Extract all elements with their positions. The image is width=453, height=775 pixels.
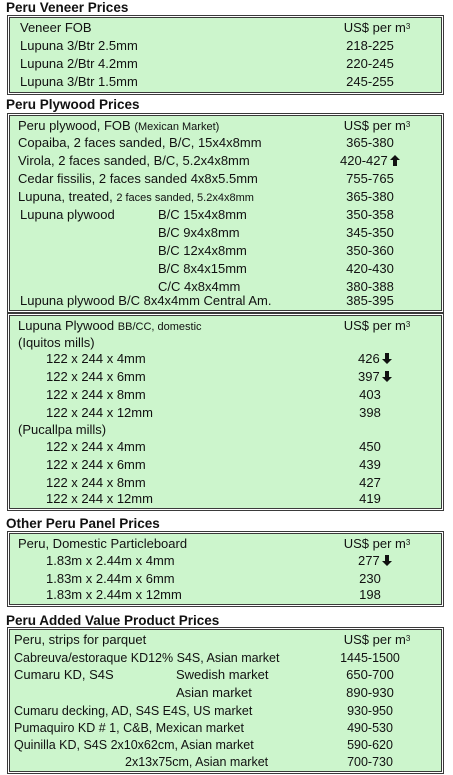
plywood-header-label: Peru plywood, FOB (Mexican Market) <box>18 118 220 133</box>
panel-price-table <box>9 533 442 605</box>
row-value: 450 <box>359 439 381 454</box>
arrow-down-icon <box>382 371 392 382</box>
row-label: Copaiba, 2 faces sanded, B/C, 15x4x8mm <box>18 135 262 150</box>
arrow-up-icon <box>390 155 400 166</box>
row-value: 198 <box>359 587 381 602</box>
row-spec: C/C 4x8x4mm <box>158 279 241 294</box>
row-value-with-arrow: 426 <box>358 351 392 367</box>
row-value: 350-360 <box>346 243 394 258</box>
added-unit-header: US$ per $m^3$ <box>343 632 411 647</box>
row-spec: B/C 9x4x8mm <box>158 225 240 240</box>
veneer-section-title: Peru Veneer Prices <box>6 0 129 15</box>
added-value-section-title: Peru Added Value Product Prices <box>6 613 220 628</box>
row-value: 365-380 <box>346 189 394 204</box>
row-value: 590-620 <box>347 738 393 752</box>
row-value: 218-225 <box>346 38 394 53</box>
row-label: 1.83m x 2.44m x 4mm <box>46 553 175 568</box>
row-value: 350-358 <box>346 207 394 222</box>
row-value: 650-700 <box>346 667 394 682</box>
veneer-unit-header: US$ per $m^3$ <box>343 20 411 35</box>
row-label: Pumaquiro KD # 1, C&B, Mexican market <box>14 721 244 735</box>
plywood-section-title: Peru Plywood Prices <box>6 97 140 112</box>
row-label: 122 x 244 x 4mm <box>46 439 146 454</box>
arrow-down-icon <box>382 555 392 566</box>
row-value: 755-765 <box>346 171 394 186</box>
row-label: 122 x 244 x 6mm <box>46 369 146 384</box>
row-label: Lupuna 3/Btr 2.5mm <box>20 38 138 53</box>
row-label: 1.83m x 2.44m x 6mm <box>46 571 175 586</box>
row-value-with-arrow: 277 <box>358 553 392 569</box>
row-value: 439 <box>359 457 381 472</box>
veneer-price-table <box>9 17 442 93</box>
row-value-with-arrow: 420-427 <box>340 153 400 169</box>
veneer-header-label: Veneer FOB <box>20 20 92 35</box>
row-spec: B/C 15x4x8mm <box>158 207 247 222</box>
row-value: 490-530 <box>347 721 393 735</box>
row-label: Lupuna, treated, 2 faces sanded, 5.2x4x8mm <box>18 189 254 204</box>
row-value-with-arrow: 397 <box>358 369 392 385</box>
plywood-price-table <box>9 115 442 311</box>
domestic-unit-header: US$ per $m^3$ <box>343 318 411 333</box>
panel-header-label: Peru, Domestic Particleboard <box>18 536 188 551</box>
added-header-label: Peru, strips for parquet <box>14 632 147 647</box>
domestic-plywood-table <box>9 315 442 509</box>
row-label: 122 x 244 x 4mm <box>46 351 146 366</box>
row-label: Lupuna 3/Btr 1.5mm <box>20 74 138 89</box>
row-value: 230 <box>359 571 381 586</box>
row-label: Cumaru KD, S4S <box>14 667 114 682</box>
row-value: 427 <box>359 475 381 490</box>
row-value: 890-930 <box>346 685 394 700</box>
row-value: 419 <box>359 491 381 506</box>
row-value: 420-430 <box>346 261 394 276</box>
row-label: Cumaru decking, AD, S4S E4S, US market <box>14 704 253 718</box>
group-label: (Iquitos mills) <box>18 335 95 350</box>
row-market: 2x13x75cm, Asian market <box>125 755 269 769</box>
row-value: 380-388 <box>346 279 394 294</box>
row-label: 122 x 244 x 8mm <box>46 475 146 490</box>
row-label: Virola, 2 faces sanded, B/C, 5.2x4x8mm <box>18 153 250 168</box>
row-value: 1445-1500 <box>340 651 400 665</box>
panel-unit-header: US$ per $m^3$ <box>343 536 411 551</box>
row-value: 385-395 <box>346 293 394 308</box>
row-value: 245-255 <box>346 74 394 89</box>
group-label: (Pucallpa mills) <box>18 422 107 437</box>
row-label: Cedar fissilis, 2 faces sanded 4x8x5.5mm <box>18 171 258 186</box>
row-label: Lupuna 2/Btr 4.2mm <box>20 56 138 71</box>
row-label: 1.83m x 2.44m x 12mm <box>46 587 182 602</box>
row-label: 122 x 244 x 6mm <box>46 457 146 472</box>
row-label: Quinilla KD, S4S 2x10x62cm, Asian market <box>14 738 254 752</box>
row-label: 122 x 244 x 12mm <box>46 491 153 506</box>
row-label: Cabreuva/estoraque KD12% S4S, Asian market <box>14 651 280 665</box>
row-market: Swedish market <box>176 667 269 682</box>
plywood-unit-header: US$ per $m^3$ <box>343 118 411 133</box>
added-value-price-table <box>9 629 442 772</box>
row-label: 122 x 244 x 12mm <box>46 405 153 420</box>
row-value: 345-350 <box>346 225 394 240</box>
row-value: 220-245 <box>346 56 394 71</box>
row-value: 398 <box>359 405 381 420</box>
domestic-header-label: Lupuna Plywood BB/CC, domestic <box>18 318 202 333</box>
row-value: 930-950 <box>347 704 393 718</box>
row-label: Lupuna plywood <box>20 207 115 222</box>
row-label: 122 x 244 x 8mm <box>46 387 146 402</box>
arrow-down-icon <box>382 353 392 364</box>
row-spec: B/C 8x4x15mm <box>158 261 247 276</box>
row-market: Asian market <box>176 685 252 700</box>
row-value: 365-380 <box>346 135 394 150</box>
row-spec: B/C 12x4x8mm <box>158 243 247 258</box>
row-value: 700-730 <box>347 755 393 769</box>
row-label: Lupuna plywood B/C 8x4x4mm Central Am. <box>20 293 272 308</box>
row-value: 403 <box>359 387 381 402</box>
panel-section-title: Other Peru Panel Prices <box>6 516 160 531</box>
